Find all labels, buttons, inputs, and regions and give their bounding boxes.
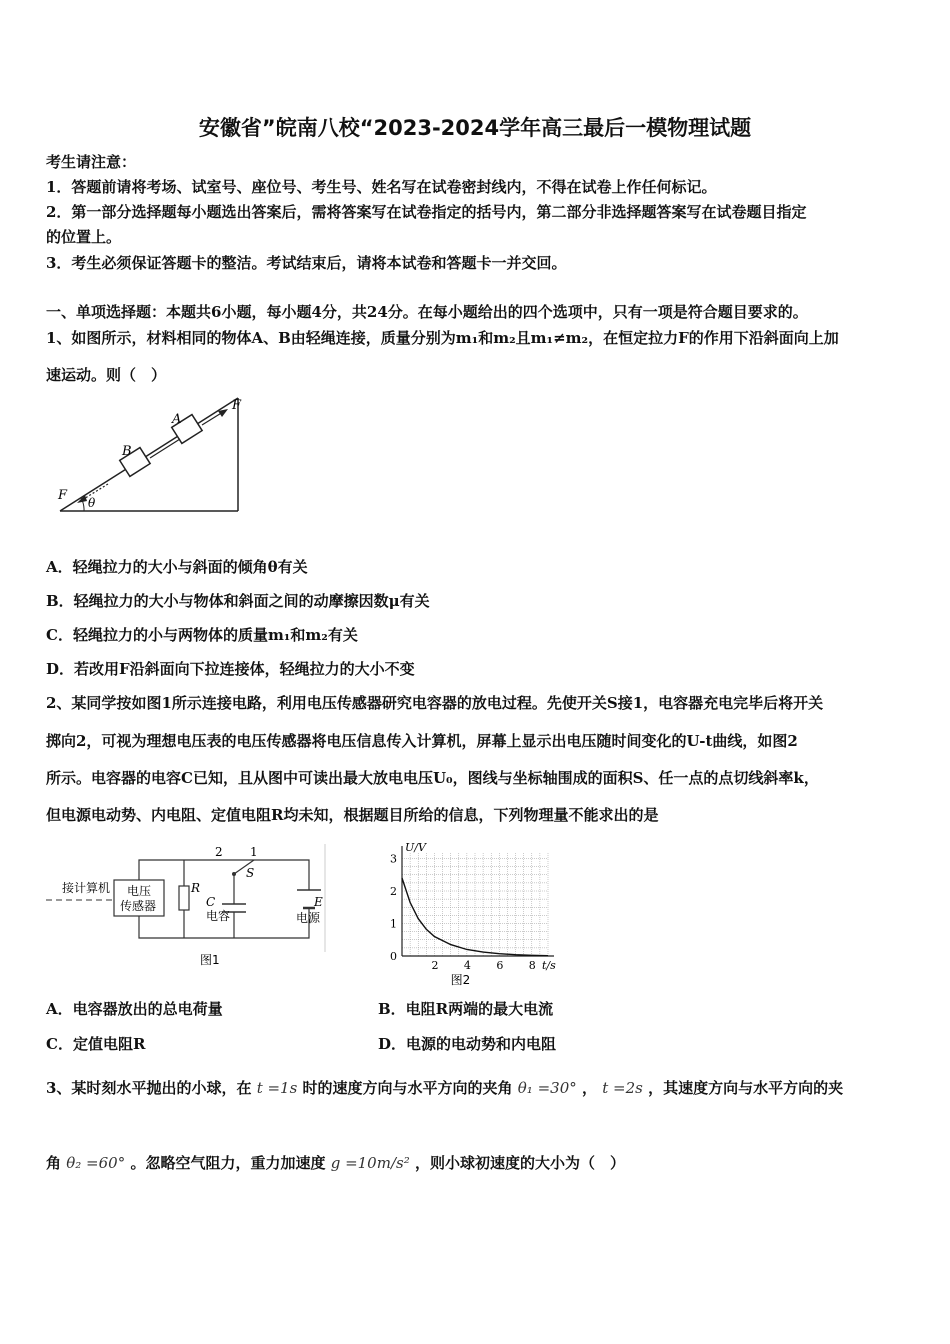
q3-stem-line2 [46,1153,625,1173]
q1-stem-line1: 1、如图所示，材料相同的物体A、B由轻绳连接，质量分别为m₁和m₂且m₁≠m₂，在恒定拉力F的作用下沿斜面向上加 [46,329,839,347]
y-tick-label: 2 [390,885,397,898]
notice-heading: 考生请注意： [46,153,137,171]
switch-pos-1: 1 [250,845,258,859]
y-tick-label: 3 [390,852,397,866]
x-tick-label: 2 [431,959,439,972]
label-f-top: F [232,398,242,413]
label-b: B [122,444,132,459]
q2-stem-line4: 但电源电动势、内电阻、定值电阻R均未知，根据题目所给的信息，下列物理量不能求出的是 [46,806,659,824]
label-theta: θ [88,496,96,510]
notice-item-2: 2．第一部分选择题每小题选出答案后，需将答案写在试卷指定的括号内，第二部分非选择题答案写在试卷题目指定 [46,203,807,221]
source-label: 电源 [296,911,321,925]
q2-option-b: B．电阻R两端的最大电流 [378,1000,554,1018]
q1-option-a: A．轻绳拉力的大小与斜面的倾角θ有关 [46,558,308,576]
sensor-label-1: 电压 [127,884,152,898]
q2-option-a: A．电容器放出的总电荷量 [46,1000,223,1018]
q1-option-b: B．轻绳拉力的大小与物体和斜面之间的动摩擦因数μ有关 [46,592,430,610]
c-label: C [206,895,216,909]
notice-item-3: 3．考生必须保证答题卡的整洁。考试结束后，请将本试卷和答题卡一并交回。 [46,254,567,272]
q3-g: g =10m/s² [330,1154,410,1172]
q3-t1: t =1s [256,1079,298,1097]
y-axis-label: U/V [405,842,426,854]
notice-item-2-cont: 的位置上。 [46,228,122,246]
q1-option-c: C．轻绳拉力的小与两物体的质量m₁和m₂有关 [46,626,358,644]
computer-label: 接计算机 [62,881,111,895]
r-label: R [191,881,201,895]
q3-text-d: 角 [46,1154,62,1172]
x-tick-label: 8 [528,959,536,972]
switch-pos-2: 2 [215,845,223,859]
notice-item-1: 1．答题前请将考场、试室号、座位号、考生号、姓名写在试卷密封线内，不得在试卷上作任何标记。 [46,178,717,196]
q3-text-e: 。忽略空气阻力，重力加速度 [130,1154,326,1172]
chart-grid [402,852,548,956]
q2-option-c: C．定值电阻R [46,1035,146,1053]
x-tick-label: 6 [496,959,504,972]
label-f-bottom: F [58,488,68,503]
label-a: A [172,412,182,427]
q1-option-d: D．若改用F沿斜面向下拉连接体，轻绳拉力的大小不变 [46,660,415,678]
q3-text-a: 3、某时刻水平抛出的小球，在 [46,1079,252,1097]
fig1-caption: 图1 [200,953,220,967]
q2-stem-line2: 掷向2，可视为理想电压表的电压传感器将电压信息传入计算机，屏幕上显示出电压随时间变化的U-t曲线，如图2 [46,732,798,750]
ut-chart [380,842,560,987]
incline-figure [52,395,252,520]
circuit-figure [44,842,329,972]
q3-t2: t =2s [602,1079,643,1097]
q3-text-b: 时的速度方向与水平方向的夹角 [302,1079,513,1097]
capacitor-label: 电容 [206,909,231,923]
e-label: E [314,895,323,909]
page-title: 安徽省”皖南八校“2023-2024学年高三最后一模物理试题 [198,116,752,140]
q3-sep: ， [581,1079,597,1097]
origin-label: 0 [390,950,397,963]
q1-stem-line2: 速运动。则（ ） [46,366,167,384]
q3-stem-line1 [46,1078,843,1098]
sensor-label-2: 传感器 [120,899,157,913]
q2-option-d: D．电源的电动势和内电阻 [378,1035,557,1053]
q2-stem-line3: 所示。电容器的电容C已知，且从图中可读出最大放电电压U₀，图线与坐标轴围成的面积S、任一点的点切线斜率k， [46,769,819,787]
s-label: S [246,866,255,880]
y-tick-label: 1 [390,917,397,931]
x-axis-label: t/s [542,959,556,972]
q3-text-f: ，则小球初速度的大小为（ ） [414,1154,625,1172]
fig2-caption: 图2 [450,973,471,987]
section-heading: 一、单项选择题：本题共6小题，每小题4分，共24分。在每小题给出的四个选项中，只有一项是符合题目要求的。 [46,303,808,321]
q3-theta1: θ₁ =30° [517,1079,577,1097]
q3-text-c: ，其速度方向与水平方向的夹 [648,1079,844,1097]
q2-stem-line1: 2、某同学按如图1所示连接电路，利用电压传感器研究电容器的放电过程。先使开关S接1，电容器充电完毕后将开关 [46,694,824,712]
q3-theta2: θ₂ =60° [66,1154,126,1172]
x-tick-label: 4 [463,959,471,972]
